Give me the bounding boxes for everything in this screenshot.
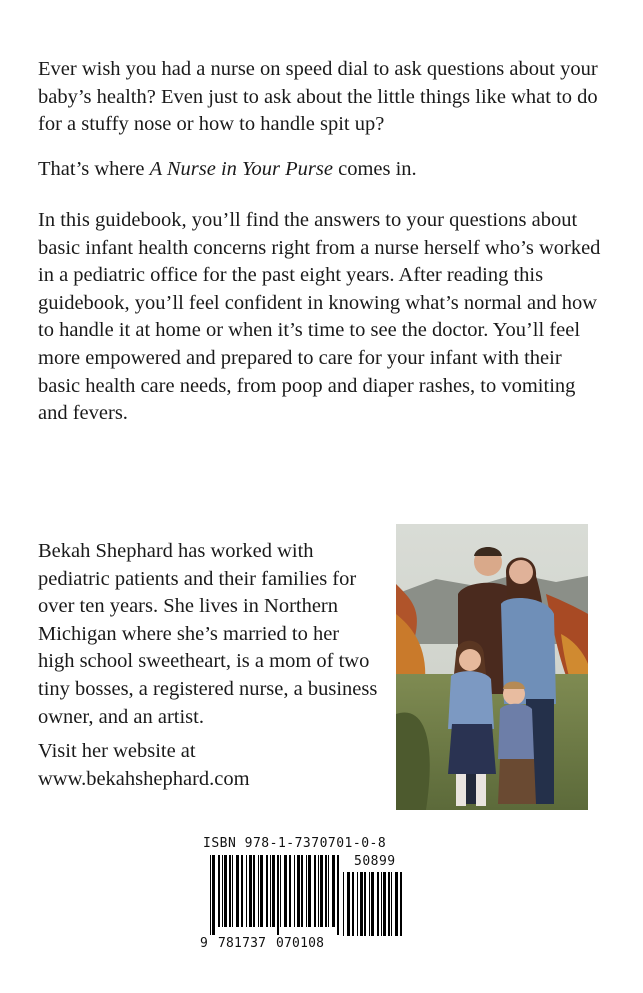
barcode-bar bbox=[381, 872, 382, 936]
barcode-digit-group-1: 781737 bbox=[218, 936, 267, 951]
blurb-paragraph-2 bbox=[38, 156, 603, 184]
isbn-barcode bbox=[210, 855, 340, 935]
barcode-bar bbox=[364, 872, 366, 936]
barcode-bar bbox=[232, 855, 233, 927]
barcode-bar bbox=[294, 855, 295, 927]
blurb-p2-after: comes in. bbox=[332, 158, 417, 180]
barcode-bar bbox=[377, 872, 379, 936]
barcode-bar bbox=[391, 872, 392, 936]
barcode-bar bbox=[280, 855, 281, 927]
barcode-bar bbox=[337, 855, 339, 935]
barcode-bar bbox=[222, 855, 223, 927]
barcode-bar bbox=[289, 855, 291, 927]
barcode-bar bbox=[266, 855, 268, 927]
barcode-bar bbox=[395, 872, 398, 936]
barcode-bar bbox=[318, 855, 319, 927]
barcode-bar bbox=[253, 855, 255, 927]
barcode-bar bbox=[246, 855, 247, 927]
barcode-bar bbox=[297, 855, 300, 927]
barcode-bar bbox=[277, 855, 279, 935]
barcode-bar bbox=[332, 855, 335, 927]
barcode-bar bbox=[241, 855, 243, 927]
barcode-bar bbox=[325, 855, 327, 927]
author-family-photo bbox=[396, 524, 588, 810]
barcode-bar bbox=[229, 855, 231, 927]
website-intro: Visit her website at bbox=[38, 740, 196, 762]
barcode-bar bbox=[249, 855, 252, 927]
blurb-paragraph-3: In this guidebook, you’ll find the answers to your questions about basic infant health concerns right from a nurse herself who’s worked in a pediatric office for the past eight years. After reading this guidebook, you’ll feel confident in knowing what’s normal and how to handle it at home or when it’s time to see the doctor. You’ll feel more empowered and prepared to care for your infant with their basic health care needs, from poop and diaper rashes, to vomiting and fevers. bbox=[38, 209, 601, 425]
barcode-bar bbox=[343, 872, 344, 936]
barcode-bar bbox=[236, 855, 239, 927]
barcode-bar bbox=[272, 855, 275, 927]
isbn-label: ISBN 978-1-7370701-0-8 bbox=[203, 836, 387, 851]
barcode-bar bbox=[352, 872, 354, 936]
barcode-bar bbox=[383, 872, 386, 936]
blurb-paragraph-1: Ever wish you had a nurse on speed dial to ask questions about your baby’s health? Even just to ask about the little things like what to do for a stuffy nose or how to handle spit up? bbox=[38, 58, 598, 136]
author-bio: Bekah Shephard has worked with pediatric patients and their families for over ten years. She lives in Northern Michigan where she’s married to her high school sweetheart, is a mom of two tiny bosses, a registered nurse, a business owner, and an artist. bbox=[38, 540, 378, 728]
barcode-bar bbox=[347, 872, 350, 936]
barcode-bar bbox=[212, 855, 215, 935]
barcode-bar bbox=[260, 855, 263, 927]
barcode-bar bbox=[210, 855, 211, 935]
barcode-bar bbox=[328, 855, 329, 927]
barcode-bar bbox=[301, 855, 303, 927]
barcode-bar bbox=[400, 872, 402, 936]
barcode-bar bbox=[306, 855, 307, 927]
barcode-bar bbox=[284, 855, 287, 927]
barcode-bar bbox=[388, 872, 390, 936]
barcode-bar bbox=[314, 855, 316, 927]
barcode-bar bbox=[371, 872, 374, 936]
book-title: A Nurse in Your Purse bbox=[149, 158, 333, 180]
author-website bbox=[38, 738, 378, 793]
barcode-bar bbox=[224, 855, 227, 927]
barcode-addon-number: 50899 bbox=[354, 854, 396, 869]
barcode-bar bbox=[357, 872, 358, 936]
blurb-p2-before: That’s where bbox=[38, 158, 150, 180]
barcode-digit-first: 9 bbox=[200, 936, 209, 951]
barcode-bar bbox=[369, 872, 370, 936]
barcode-bar bbox=[270, 855, 271, 927]
barcode-bar bbox=[320, 855, 323, 927]
addon-barcode bbox=[343, 872, 403, 944]
barcode-bar bbox=[218, 855, 220, 927]
website-url: www.bekahshephard.com bbox=[38, 767, 250, 790]
barcode-bar bbox=[360, 872, 363, 936]
barcode-bar bbox=[258, 855, 259, 927]
barcode-digit-group-2: 070108 bbox=[276, 936, 325, 951]
barcode-bar bbox=[308, 855, 311, 927]
